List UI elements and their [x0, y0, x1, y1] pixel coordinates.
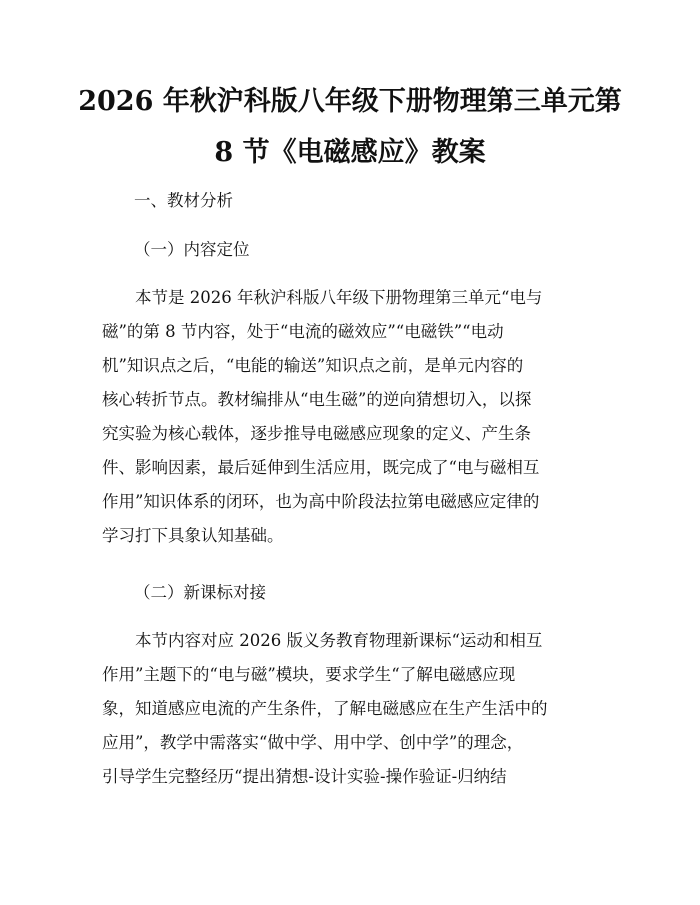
paragraph-line: 引导学生完整经历“提出猜想-设计实验-操作验证-归纳结 — [102, 767, 507, 786]
paragraph-line: 学习打下具象认知基础。 — [102, 526, 284, 545]
paragraph-line: 应用”，教学中需落实“做中学、用中学、创中学”的理念， — [102, 733, 524, 752]
paragraph-line: 象，知道感应电流的产生条件，了解电磁感应在生产生活中的 — [102, 699, 548, 718]
paragraph-line: 作用”知识体系的闭环，也为高中阶段法拉第电磁感应定律的 — [102, 492, 540, 511]
paragraph-line: 件、影响因素，最后延伸到生活应用，既完成了“电与磁相互 — [102, 458, 540, 477]
paragraph-line: 本节是 2026 年秋沪科版八年级下册物理第三单元“电与 — [102, 288, 543, 307]
section-heading-teaching-material-analysis: 一、教材分析 — [134, 191, 233, 210]
paragraph-line: 磁”的第 8 节内容，处于“电流的磁效应”“电磁铁”“电动 — [102, 322, 504, 341]
paragraph-line: 作用”主题下的“电与磁”模块，要求学生“了解电磁感应现 — [102, 665, 516, 684]
paragraph-line: 究实验为核心载体，逐步推导电磁感应现象的定义、产生条 — [102, 424, 531, 443]
paragraph-curriculum-standards — [102, 624, 602, 794]
paragraph-content-positioning — [102, 281, 602, 553]
paragraph-line: 机”知识点之后，“电能的输送”知识点之前，是单元内容的 — [102, 356, 524, 375]
paragraph-line: 本节内容对应 2026 版义务教育物理新课标“运动和相互 — [102, 631, 543, 650]
document-title-line-2: 8 节《电磁感应》教案 — [214, 137, 486, 168]
document-title-line-1: 2026 年秋沪科版八年级下册物理第三单元第 — [78, 86, 622, 117]
subsection-heading-content-positioning: （一）内容定位 — [134, 240, 250, 259]
subsection-heading-curriculum-standards: （二）新课标对接 — [134, 583, 266, 602]
paragraph-line: 核心转折节点。教材编排从“电生磁”的逆向猜想切入，以探 — [102, 390, 532, 409]
